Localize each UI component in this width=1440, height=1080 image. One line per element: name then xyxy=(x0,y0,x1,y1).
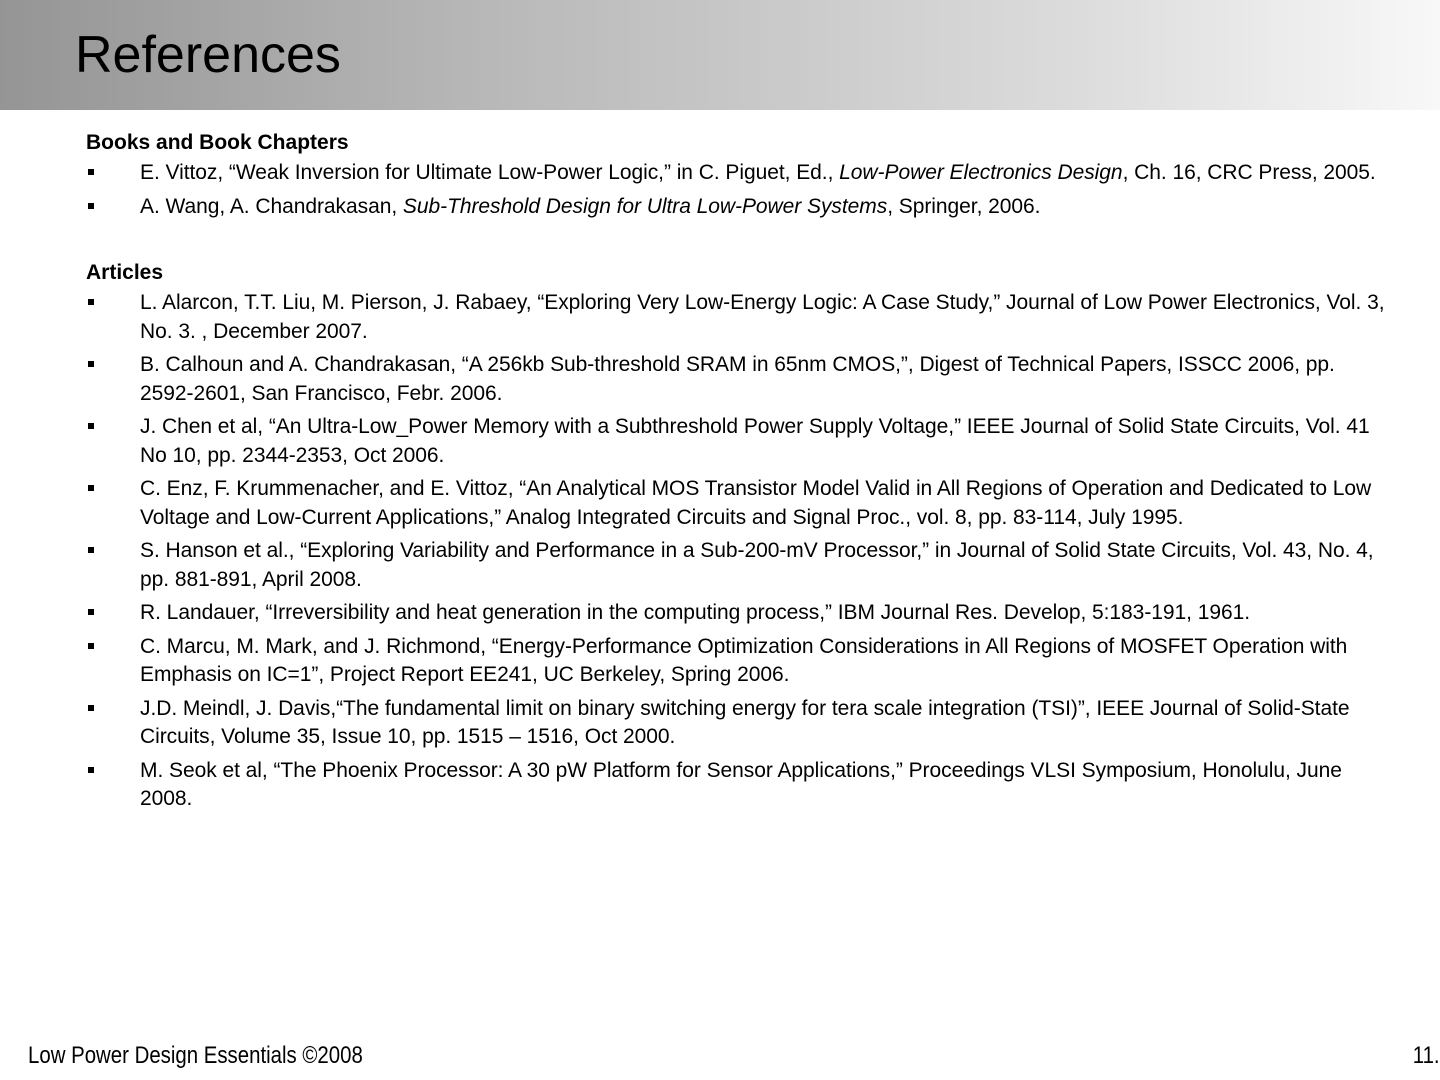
bullet-icon xyxy=(88,643,94,649)
title-bar xyxy=(0,0,1440,110)
reference-text: S. Hanson et al., “Exploring Variability and Performance in a Sub-200-mV Processor,” in Journal of Solid State Circuits, Vol. 43, No. 4, pp. 881-891, April 2008. xyxy=(140,539,1374,591)
bullet-icon xyxy=(88,547,94,553)
bullet-icon xyxy=(88,203,94,209)
book-title: Low-Power Electronics Design xyxy=(839,161,1123,184)
article-reference xyxy=(86,351,1386,408)
references-content xyxy=(86,129,1386,819)
reference-text: J.D. Meindl, J. Davis,“The fundamental limit on binary switching energy for tera scale integration (TSI)”, IEEE Journal of Solid-State Circuits, Volume 35, Issue 10, pp. 1515 – 1516, Oct 2000. xyxy=(140,696,1350,748)
article-reference xyxy=(86,757,1386,814)
page-title: References xyxy=(75,26,341,84)
article-reference xyxy=(86,413,1386,470)
bullet-icon xyxy=(88,609,94,615)
reference-text: C. Enz, F. Krummenacher, and E. Vittoz, “An Analytical MOS Transistor Model Valid in All Regions of Operation and Dedicated to Low Voltage and Low-Current Applications,” Analog Integrated Circuits and Signal Proc., vol. 8, pp. 83-114, July 1995. xyxy=(140,477,1372,529)
article-reference xyxy=(86,475,1386,532)
books-list xyxy=(86,159,1386,221)
article-reference xyxy=(86,695,1386,752)
reference-text: C. Marcu, M. Mark, and J. Richmond, “Energy-Performance Optimization Considerations in All Regions of MOSFET Operation with Emphasis on IC=1”, Project Report EE241, UC Berkeley, Spring 2006. xyxy=(140,634,1348,686)
article-reference xyxy=(86,599,1386,628)
books-heading: Books and Book Chapters xyxy=(86,131,349,154)
reference-text: J. Chen et al, “An Ultra-Low_Power Memory with a Subthreshold Power Supply Voltage,” IEEE Journal of Solid State Circuits, Vol. 41 No 10, pp. 2344-2353, Oct 2006. xyxy=(140,415,1370,467)
bullet-icon xyxy=(88,299,94,305)
bullet-icon xyxy=(88,361,94,367)
articles-heading: Articles xyxy=(86,261,164,284)
reference-text: , Springer, 2006. xyxy=(887,194,1041,218)
bullet-icon xyxy=(88,423,94,429)
page-number: 11. xyxy=(1413,1042,1440,1069)
book-title: Sub-Threshold Design for Ultra Low-Power Systems xyxy=(402,194,888,218)
articles-list xyxy=(86,289,1386,814)
footer-copyright: Low Power Design Essentials ©2008 xyxy=(28,1042,363,1069)
article-reference xyxy=(86,289,1386,346)
reference-text: B. Calhoun and A. Chandrakasan, “A 256kb Sub-threshold SRAM in 65nm CMOS,”, Digest of Technical Papers, ISSCC 2006, pp. 2592-2601, San Francisco, Febr. 2006. xyxy=(140,353,1335,405)
section-spacer xyxy=(86,226,1386,259)
bullet-icon xyxy=(88,485,94,491)
reference-text: L. Alarcon, T.T. Liu, M. Pierson, J. Rabaey, “Exploring Very Low-Energy Logic: A Case Study,” Journal of Low Power Electronics, Vol. 3, No. 3. , December 2007. xyxy=(140,291,1385,343)
book-reference xyxy=(86,193,1386,222)
bullet-icon xyxy=(88,169,94,175)
reference-text: R. Landauer, “Irreversibility and heat generation in the computing process,” IBM Journal Res. Develop, 5:183-191, 1961. xyxy=(140,601,1251,624)
bullet-icon xyxy=(88,705,94,711)
reference-text: , Ch. 16, CRC Press, 2005. xyxy=(1122,161,1376,184)
article-reference xyxy=(86,537,1386,594)
reference-text: M. Seok et al, “The Phoenix Processor: A 30 pW Platform for Sensor Applications,” Proceedings VLSI Symposium, Honolulu, June 2008. xyxy=(140,758,1342,810)
reference-text: A. Wang, A. Chandrakasan, xyxy=(140,194,403,218)
bullet-icon xyxy=(88,767,94,773)
reference-text: E. Vittoz, “Weak Inversion for Ultimate Low-Power Logic,” in C. Piguet, Ed., xyxy=(140,161,840,184)
book-reference xyxy=(86,159,1386,188)
article-reference xyxy=(86,633,1386,690)
